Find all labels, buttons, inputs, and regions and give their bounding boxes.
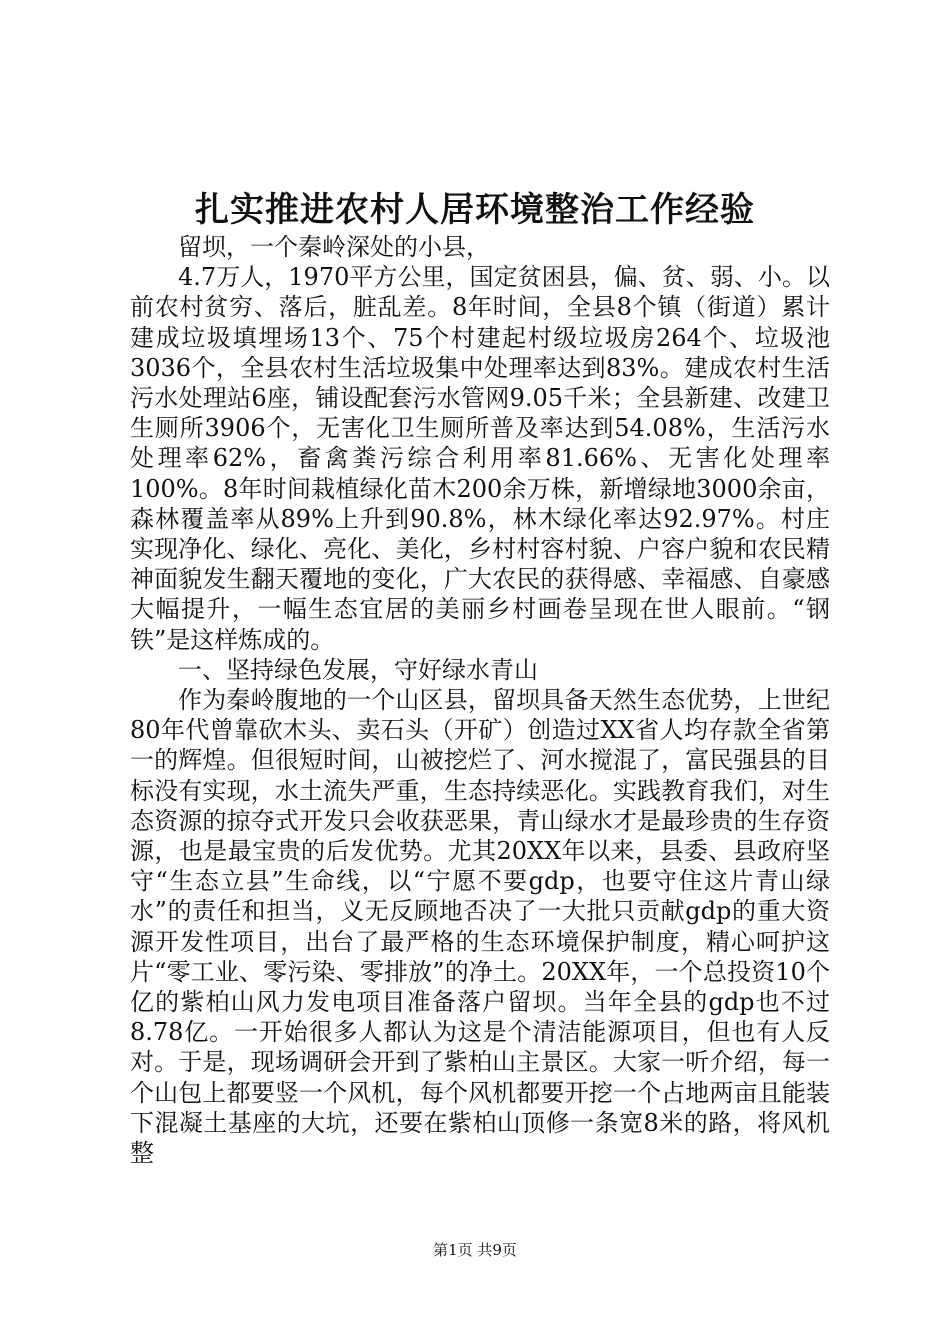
paragraph-intro: 留坝，一个秦岭深处的小县，: [178, 233, 490, 261]
document-title: 扎实推进农村人居环境整治工作经验: [195, 190, 755, 230]
paragraph-statistics: 4.7万人，1970平方公里，国定贫困县，偏、贫、弱、小。以前农村贫穷、落后，脏乱差。8年时间，全县8个镇（街道）累计建成垃圾填埋场13个、75个村建起村级垃圾房264个、垃圾池3036个，全县农村生活垃圾集中处理率达到83%。建成农村生活污水处理站6座，铺设配套污水管网9.05千米；全县新建、改建卫生厕所3906个，无害化卫生厕所普及率达到54.08%，生活污水处理率62%，畜禽粪污综合利用率81.66%、无害化处理率100%。8年时间栽植绿化苗木200余万株，新增绿地3000余亩，森林覆盖率从89%上升到90.8%，林木绿化率达92.97%。村庄实现净化、绿化、亮化、美化，乡村村容村貌、户容户貌和农民精神面貌发生翻天覆地的变化，广大农民的获得感、幸福感、自豪感大幅提升，一幅生态宜居的美丽乡村画卷呈现在世人眼前。“钢铁”是这样炼成的。: [130, 263, 830, 654]
page-number-footer: 第1页 共9页: [433, 1241, 517, 1259]
paragraph-green-development: 作为秦岭腹地的一个山区县，留坝具备天然生态优势，上世纪80年代曾靠砍木头、卖石头（开矿）创造过XX省人均存款全省第一的辉煌。但很短时间，山被挖烂了、河水搅混了，富民强县的目标没有实现，水土流失严重，生态持续恶化。实践教育我们，对生态资源的掠夺式开发只会收获恶果，青山绿水才是最珍贵的生存资源，也是最宝贵的后发优势。尤其20XX年以来，县委、县政府坚守“生态立县”生命线，以“宁愿不要gdp，也要守住这片青山绿水”的责任和担当，义无反顾地否决了一大批只贡献gdp的重大资源开发性项目，出台了最严格的生态环境保护制度，精心呵护这片“零工业、零污染、零排放”的净土。20XX年，一个总投资10个亿的紫柏山风力发电项目准备落户留坝。当年全县的gdp也不过8.78亿。一开始很多人都认为这是个清洁能源项目，但也有人反对。于是，现场调研会开到了紫柏山主景区。大家一听介绍，每一个山包上都要竖一个风机，每个风机都要开挖一个占地两亩且能装下混凝土基座的大坑，还要在紫柏山顶修一条宽8米的路，将风机整: [130, 686, 830, 1168]
document-body: [130, 232, 830, 1168]
section-heading-1: 一、坚持绿色发展，守好绿水青山: [178, 655, 538, 684]
